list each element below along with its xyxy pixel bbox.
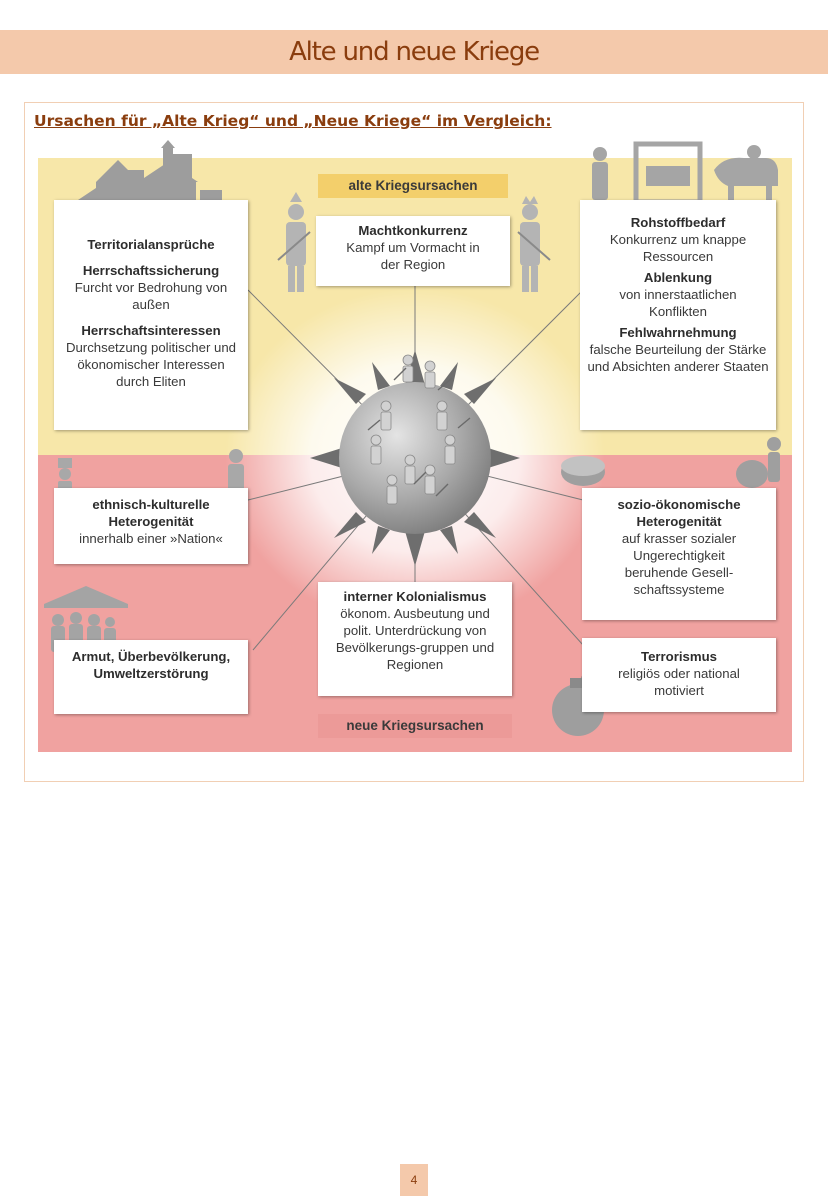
rohstoffbedarf-title: Rohstoffbedarf bbox=[630, 215, 726, 230]
ablenkung-title: Ablenkung bbox=[643, 270, 713, 285]
section-heading: Ursachen für „Alte Krieg“ und „Neue Kriege“ im Vergleich: bbox=[34, 112, 552, 130]
page-title: Alte und neue Kriege bbox=[289, 37, 539, 67]
fehlwahrnehmung-title: Fehlwahrnehmung bbox=[619, 325, 737, 340]
herrschaftsinteressen-text: Durchsetzung politischer und ökonomischer Interessen durch Eliten bbox=[65, 340, 237, 389]
ethnisch-box bbox=[54, 488, 248, 564]
herrschaftssicherung-text: Furcht vor Bedrohung von außen bbox=[74, 280, 228, 312]
machtkonkurrenz-text: Kampf um Vormacht in der Region bbox=[346, 240, 480, 272]
old-causes-label: alte Kriegsursachen bbox=[348, 178, 478, 193]
kolonialismus-title: interner Kolonialismus bbox=[343, 589, 487, 604]
sozio-text: auf krasser sozialer Ungerechtigkeit beruhende Gesell-schaftssysteme bbox=[621, 531, 737, 597]
terrorismus-text: religiös oder national motiviert bbox=[618, 666, 740, 698]
herrschaftsinteressen-title: Herrschaftsinteressen bbox=[81, 323, 221, 338]
machtkonkurrenz-title: Machtkonkurrenz bbox=[358, 223, 468, 238]
armut-box bbox=[54, 640, 248, 714]
terrorismus-box bbox=[582, 638, 776, 712]
ethnisch-title: ethnisch-kulturelle Heterogenität bbox=[92, 497, 210, 529]
war-causes-diagram bbox=[38, 140, 792, 752]
sozio-title: sozio-ökonomische Heterogenität bbox=[617, 497, 741, 529]
armut-title: Armut, Überbevölkerung, Umweltzerstörung bbox=[71, 649, 231, 681]
sozio-box bbox=[582, 488, 776, 620]
terrorismus-title: Terrorismus bbox=[641, 649, 717, 664]
ablenkung-text: von innerstaatlichen Konflikten bbox=[619, 287, 737, 319]
kolonialismus-text: ökonom. Ausbeutung und polit. Unterdrückung von Bevölkerungs-gruppen und Regionen bbox=[335, 606, 495, 672]
title-banner bbox=[0, 30, 828, 74]
fehlwahrnehmung-text: falsche Beurteilung der Stärke und Absichten anderer Staaten bbox=[587, 342, 769, 374]
ethnisch-text: innerhalb einer »Nation« bbox=[79, 531, 223, 546]
territorial-box bbox=[54, 200, 248, 430]
rohstoff-box bbox=[580, 200, 776, 430]
machtkonkurrenz-box bbox=[316, 216, 510, 286]
rohstoffbedarf-text: Konkurrenz um knappe Ressourcen bbox=[609, 232, 747, 264]
territorial-title: Territorialansprüche bbox=[87, 237, 215, 252]
kolonialismus-box bbox=[318, 582, 512, 696]
herrschaftssicherung-title: Herrschaftssicherung bbox=[82, 263, 220, 278]
new-causes-label: neue Kriegsursachen bbox=[346, 718, 484, 733]
page-number: 4 bbox=[400, 1164, 428, 1196]
